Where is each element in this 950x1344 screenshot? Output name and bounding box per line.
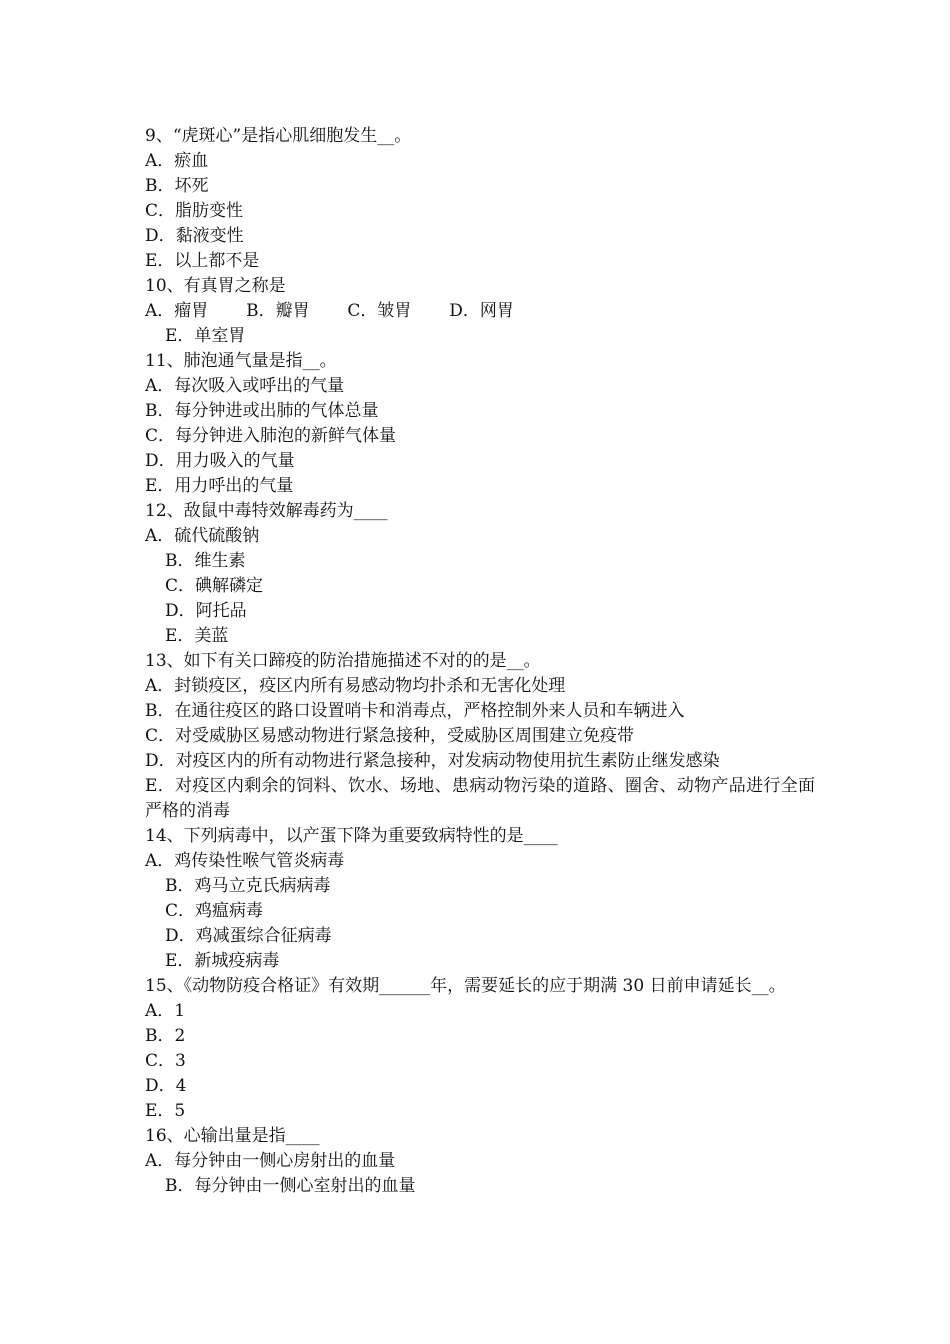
text-line: D．阿托品 bbox=[165, 601, 247, 621]
text-line: C．碘解磷定 bbox=[165, 576, 264, 596]
text-line: D．鸡减蛋综合征病毒 bbox=[165, 926, 332, 946]
text-line: 10、有真胃之称是 bbox=[145, 276, 286, 296]
text-line: 13、如下有关口蹄疫的防治措施描述不对的的是__。 bbox=[145, 651, 541, 671]
text-line: E．用力呼出的气量 bbox=[145, 476, 294, 496]
text-line: E．新城疫病毒 bbox=[165, 951, 280, 971]
text-line: 11、肺泡通气量是指__。 bbox=[145, 351, 337, 371]
document-page bbox=[145, 124, 815, 1199]
text-line: E．对疫区内剩余的饲料、饮水、场地、患病动物污染的道路、圈舍、动物产品进行全面严格的消毒 bbox=[145, 776, 815, 821]
text-line: A．瘤胃 B．瓣胃 C．皱胃 D．网胃 bbox=[145, 301, 514, 321]
text-line: E．美蓝 bbox=[165, 626, 229, 646]
text-line: 16、心输出量是指____ bbox=[145, 1126, 320, 1146]
text-line: D．对疫区内的所有动物进行紧急接种，对发病动物使用抗生素防止继发感染 bbox=[145, 751, 720, 771]
text-line: C．3 bbox=[145, 1051, 186, 1071]
text-line: E．以上都不是 bbox=[145, 251, 260, 271]
text-line: C．鸡瘟病毒 bbox=[165, 901, 264, 921]
text-line: B．每分钟由一侧心室射出的血量 bbox=[165, 1176, 416, 1196]
text-line: E．5 bbox=[145, 1101, 186, 1121]
text-line: B．2 bbox=[145, 1026, 186, 1046]
text-line: 12、敌鼠中毒特效解毒药为____ bbox=[145, 501, 388, 521]
text-line: D．黏液变性 bbox=[145, 226, 244, 246]
text-line: A．每次吸入或呼出的气量 bbox=[145, 376, 345, 396]
text-line: A．1 bbox=[145, 1001, 186, 1021]
text-line: B．坏死 bbox=[145, 176, 209, 196]
text-line: A．每分钟由一侧心房射出的血量 bbox=[145, 1151, 396, 1171]
text-line: A．鸡传染性喉气管炎病毒 bbox=[145, 851, 345, 871]
text-line: E．单室胃 bbox=[165, 326, 246, 346]
text-line: A．封锁疫区，疫区内所有易感动物均扑杀和无害化处理 bbox=[145, 676, 566, 696]
text-line: B．每分钟进或出肺的气体总量 bbox=[145, 401, 379, 421]
text-line: B．在通往疫区的路口设置哨卡和消毒点，严格控制外来人员和车辆进入 bbox=[145, 701, 685, 721]
text-line: 15、《动物防疫合格证》有效期______年，需要延长的应于期满 30 日前申请延长__。 bbox=[145, 976, 786, 996]
text-line: A．瘀血 bbox=[145, 151, 209, 171]
text-line: D．4 bbox=[145, 1076, 187, 1096]
text-line: B．鸡马立克氏病病毒 bbox=[165, 876, 331, 896]
text-line: 14、下列病毒中，以产蛋下降为重要致病特性的是____ bbox=[145, 826, 558, 846]
text-line: D．用力吸入的气量 bbox=[145, 451, 295, 471]
text-line: A．硫代硫酸钠 bbox=[145, 526, 260, 546]
text-line: C．每分钟进入肺泡的新鲜气体量 bbox=[145, 426, 397, 446]
text-line: C．脂肪变性 bbox=[145, 201, 244, 221]
text-line: 9、“虎斑心”是指心肌细胞发生__。 bbox=[145, 126, 412, 146]
text-line: B．维生素 bbox=[165, 551, 246, 571]
text-line: C．对受威胁区易感动物进行紧急接种，受威胁区周围建立免疫带 bbox=[145, 726, 635, 746]
